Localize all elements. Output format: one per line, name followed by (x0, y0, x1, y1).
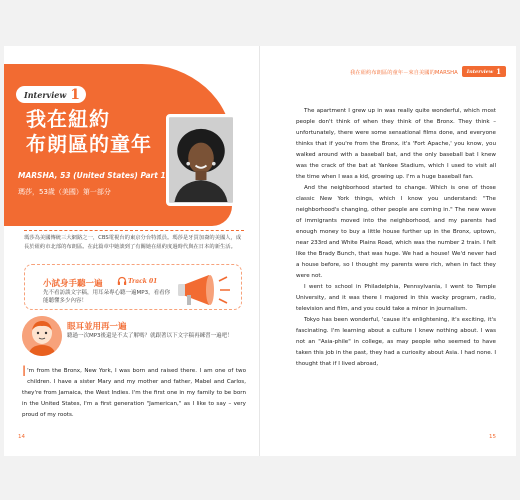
title-line-2: 布朗區的童年 (26, 132, 152, 156)
transcript-paragraph: 'm from the Bronx, New York, I was born and raised there. I am one of two children. I have a sister Mary and my mother and father, Mabel and Carlos, they're from Jamaica, the West Indies. I'm the first one in my family to be born in the United States, I'm a first generation "Jamerican," as I like to say – very proud of my roots. (22, 368, 246, 418)
transcript-paragraph: The apartment I grew up in was really quite wonderful, which most people don't think of when they think of the Bronx. They think – unfortunately, there were some sensational films done, and everyone thinks that if you're from the Bronx, it's 'Fort Apache,' you know, you walked around with a baseball bat, and the only baseball bat I knew was the crack of the bat at Yankee Stadium, which I used to visit all the time when I was a kid, growing up. I'm a huge baseball fan. (296, 108, 496, 180)
portrait-image (169, 117, 233, 203)
page-number-left: 14 (18, 434, 25, 440)
running-header-badge (462, 66, 506, 77)
listening-box (24, 264, 242, 310)
title-line-1: 我在紐約 (26, 107, 110, 131)
transcript-text-left (22, 366, 246, 421)
running-header (350, 66, 506, 77)
listening-box-instructions: 先不看訪談文字稿，用耳朵專心聽一遍MP3，看看你能聽懂多少內容！ (43, 290, 171, 304)
listening-box-heading: 小試身手聽一遍 (43, 279, 103, 289)
interview-badge-label: Interview (24, 89, 67, 100)
subtitle-english: MARSHA, 53 (United States) Part 1 (18, 171, 166, 180)
reader-avatar-icon (22, 316, 62, 356)
subtitle-chinese: 瑪莎，53歲（美國）第一部分 (18, 188, 111, 196)
page-title (26, 107, 176, 157)
running-header-text: 我在紐約布朗區的童年－來自美國的MARSHA (350, 69, 458, 76)
right-page (260, 46, 516, 456)
drop-cap: I (22, 364, 27, 380)
page-number-right: 15 (489, 434, 496, 440)
transcript-paragraph: I went to school in Philadelphia, Pennsylvania, I went to Temple University, and it was there I majored in this wacky program, radio, television and film, and you could take a minor in journalism. (296, 284, 496, 312)
interviewee-photo (166, 114, 236, 206)
running-badge-number: 1 (496, 67, 501, 76)
track-label: Track 01 (128, 278, 158, 285)
headphone-icon (117, 276, 127, 286)
transcript-text-right (296, 106, 496, 370)
transcript-paragraph: And the neighborhood started to change. Which is one of those classic New York things, which I know you understand: "The neighborhood's changing, other people are coming in." The new wave of immigrants moved into the neighborhood, and my parents had enough money to buy a little house further up in the Bronx, uptown, near 233rd and White Plains Road, which was the number 2 train. I felt like the Brady Bunch, that was huge. We had a house! We'd never had a house before, so I thought my parents were rich, when in fact they were not. (296, 185, 496, 279)
running-badge-label: Interview (466, 68, 494, 75)
interview-badge-number: 1 (70, 86, 80, 103)
reading-box-instructions: 聽過一次MP3後還是不太了解嗎？就跟著以下文字稿再練習一遍吧！ (67, 333, 233, 339)
book-spread (4, 46, 516, 456)
megaphone-icon (175, 271, 239, 309)
transcript-paragraph: Tokyo has been wonderful, 'cause it's enlightening, it's exciting, it's fascinating. I'm learning about a culture I knew nothing about. I was not an "Asia-phile" in college, as may people who seemed to have taken this job in the past, they had a curiosity about Asia. I had none. I thought that if I lived abroad, (296, 317, 496, 367)
left-page (4, 46, 260, 456)
reading-box-heading: 眼耳並用再一遍 (67, 322, 127, 332)
intro-paragraph: 瑪莎為美國傳統三大網路之一，CBS電視台的東京分台特派員。瑪莎是牙買加裔的美國人，成長於紐約市北部的布朗區。在此篇章中她談到了有關她在紐約度過時代與在日本的新生活。 (24, 230, 244, 252)
interview-badge (16, 86, 86, 103)
